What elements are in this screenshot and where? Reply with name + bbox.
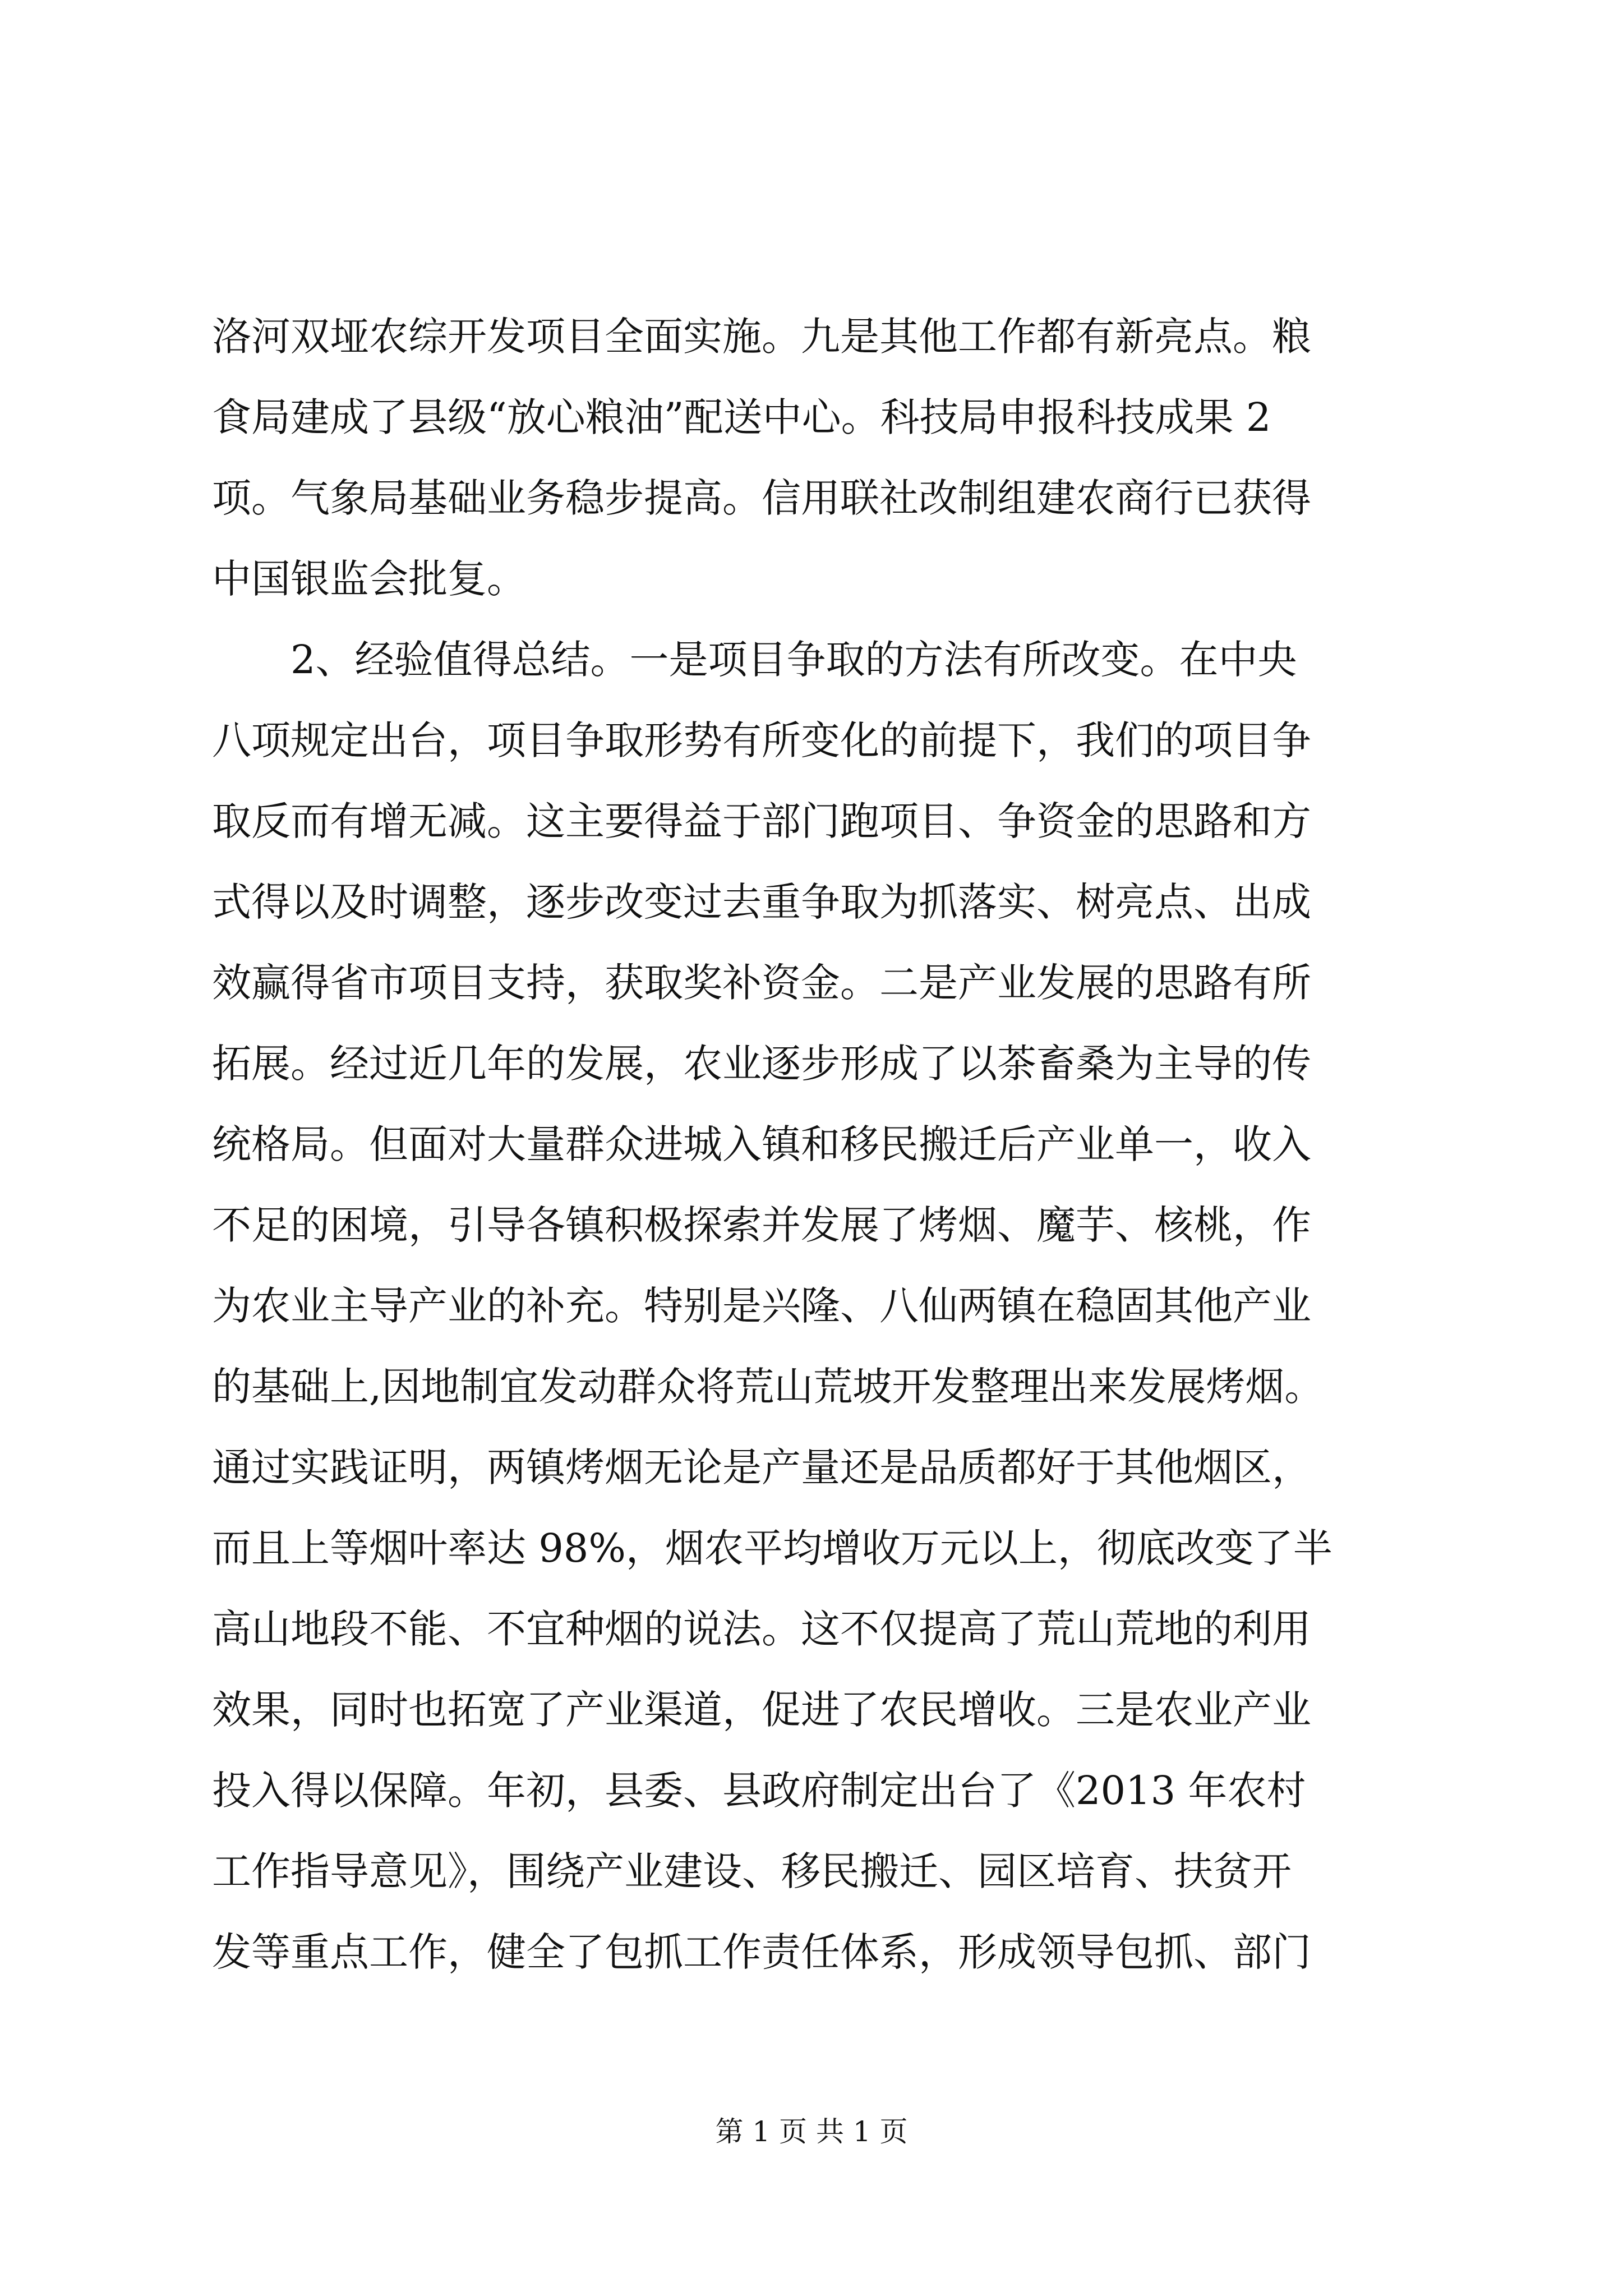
text-line: 取反而有增无减。这主要得益于部门跑项目、争资金的思路和方 — [212, 798, 1311, 844]
text-line: 中国银监会批复。 — [212, 556, 526, 602]
text-line: 而且上等烟叶率达 98%，烟农平均增收万元以上，彻底改变了半 — [212, 1525, 1332, 1571]
text-line: 工作指导意见》，围绕产业建设、移民搬迁、园区培育、扶贫开 — [212, 1848, 1292, 1894]
text-line: 高山地段不能、不宜种烟的说法。这不仅提高了荒山荒地的利用 — [212, 1606, 1311, 1652]
text-line: 2、经验值得总结。一是项目争取的方法有所改变。在中央 — [212, 637, 1297, 683]
text-line: 效赢得省市项目支持，获取奖补资金。二是产业发展的思路有所 — [212, 960, 1311, 1006]
text-line: 项。气象局基础业务稳步提高。信用联社改制组建农商行已获得 — [212, 475, 1311, 521]
body-text — [212, 296, 1421, 1993]
text-line: 不足的困境，引导各镇积极探索并发展了烤烟、魔芋、核桃，作 — [212, 1202, 1311, 1248]
text-line: 效果，同时也拓宽了产业渠道，促进了农民增收。三是农业产业 — [212, 1687, 1311, 1733]
text-line: 洛河双垭农综开发项目全面实施。九是其他工作都有新亮点。粮 — [212, 314, 1311, 360]
text-line: 八项规定出台，项目争取形势有所变化的前提下，我们的项目争 — [212, 717, 1311, 763]
text-line: 发等重点工作，健全了包抓工作责任体系，形成领导包抓、部门 — [212, 1929, 1311, 1975]
text-line: 拓展。经过近几年的发展，农业逐步形成了以茶畜桑为主导的传 — [212, 1041, 1311, 1087]
text-line: 为农业主导产业的补充。特别是兴隆、八仙两镇在稳固其他产业 — [212, 1283, 1311, 1329]
text-line: 的基础上,因地制宜发动群众将荒山荒坡开发整理出来发展烤烟。 — [212, 1364, 1324, 1410]
text-line: 式得以及时调整，逐步改变过去重争取为抓落实、树亮点、出成 — [212, 879, 1311, 925]
text-line: 统格局。但面对大量群众进城入镇和移民搬迁后产业单一，收入 — [212, 1121, 1311, 1167]
page-number-footer: 第 1 页 共 1 页 — [715, 2115, 908, 2148]
text-line: 投入得以保障。年初，县委、县政府制定出台了《2013 年农村 — [212, 1768, 1306, 1814]
text-line: 通过实践证明，两镇烤烟无论是产量还是品质都好于其他烟区， — [212, 1444, 1311, 1490]
text-line: 食局建成了县级“放心粮油”配送中心。科技局申报科技成果 2 — [212, 394, 1271, 440]
